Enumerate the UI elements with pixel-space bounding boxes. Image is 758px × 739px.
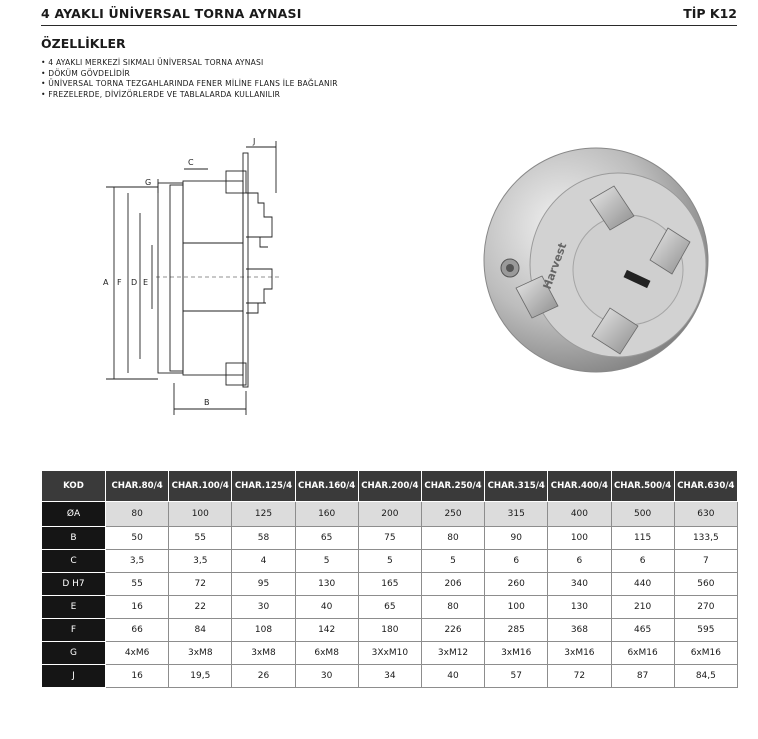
table-cell: 30 (295, 665, 358, 688)
table-cell: 65 (295, 527, 358, 550)
table-cell: 95 (232, 573, 295, 596)
feature-item: • 4 AYAKLI MERKEZİ SIKMALI ÜNİVERSAL TORNA AYNASI (41, 58, 338, 69)
table-cell: 80 (421, 596, 484, 619)
row-label: D H7 (42, 573, 106, 596)
table-cell: 142 (295, 619, 358, 642)
header-divider (41, 25, 737, 26)
feature-item: • DÖKÜM GÖVDELİDİR (41, 69, 338, 80)
feature-item: • ÜNİVERSAL TORNA TEZGAHLARINDA FENER MİLİNE FLANS İLE BAĞLANIR (41, 79, 338, 90)
column-header: CHAR.500/4 (611, 471, 674, 502)
table-cell: 3xM8 (232, 642, 295, 665)
features-list (41, 58, 338, 100)
table-cell: 40 (421, 665, 484, 688)
technical-drawing (96, 133, 286, 415)
table-cell: 84 (169, 619, 232, 642)
table-cell: 6xM16 (674, 642, 737, 665)
table-cell: 100 (169, 502, 232, 527)
table-cell: 58 (232, 527, 295, 550)
table-cell: 180 (358, 619, 421, 642)
column-header: KOD (42, 471, 106, 502)
table-cell: 130 (295, 573, 358, 596)
table-cell: 500 (611, 502, 674, 527)
table-cell: 80 (106, 502, 169, 527)
table-cell: 5 (295, 550, 358, 573)
table-cell: 50 (106, 527, 169, 550)
table-cell: 3,5 (169, 550, 232, 573)
dimension-label-j: J (253, 137, 256, 146)
dimension-label-f: F (117, 278, 122, 287)
table-cell: 4xM6 (106, 642, 169, 665)
table-cell: 6 (548, 550, 611, 573)
table-cell: 560 (674, 573, 737, 596)
chuck-photo (478, 140, 723, 390)
table-cell: 3xM8 (169, 642, 232, 665)
dimension-label-d: D (131, 278, 138, 287)
table-cell: 465 (611, 619, 674, 642)
features-heading: ÖZELLİKLER (41, 36, 126, 51)
table-cell: 66 (106, 619, 169, 642)
table-cell: 270 (674, 596, 737, 619)
table-cell: 55 (106, 573, 169, 596)
column-header: CHAR.315/4 (485, 471, 548, 502)
table-cell: 210 (611, 596, 674, 619)
table-cell: 100 (485, 596, 548, 619)
table-cell: 72 (169, 573, 232, 596)
table-cell: 57 (485, 665, 548, 688)
column-header: CHAR.400/4 (548, 471, 611, 502)
table-cell: 200 (358, 502, 421, 527)
column-header: CHAR.250/4 (421, 471, 484, 502)
table-cell: 16 (106, 665, 169, 688)
table-row (42, 573, 738, 596)
row-label: B (42, 527, 106, 550)
table-cell: 26 (232, 665, 295, 688)
table-cell: 3,5 (106, 550, 169, 573)
table-cell: 72 (548, 665, 611, 688)
table-cell: 75 (358, 527, 421, 550)
table-cell: 340 (548, 573, 611, 596)
dimension-label-b: B (204, 398, 210, 407)
table-cell: 4 (232, 550, 295, 573)
table-cell: 133,5 (674, 527, 737, 550)
table-cell: 3XxM10 (358, 642, 421, 665)
table-cell: 595 (674, 619, 737, 642)
table-cell: 400 (548, 502, 611, 527)
table-cell: 55 (169, 527, 232, 550)
table-cell: 90 (485, 527, 548, 550)
column-header: CHAR.100/4 (169, 471, 232, 502)
table-cell: 206 (421, 573, 484, 596)
brand-label: Harvest (540, 241, 570, 292)
table-cell: 3xM16 (548, 642, 611, 665)
table-cell: 22 (169, 596, 232, 619)
table-cell: 250 (421, 502, 484, 527)
column-header: CHAR.160/4 (295, 471, 358, 502)
row-label: J (42, 665, 106, 688)
row-label: ØA (42, 502, 106, 527)
table-cell: 80 (421, 527, 484, 550)
table-row (42, 619, 738, 642)
row-label: F (42, 619, 106, 642)
table-cell: 165 (358, 573, 421, 596)
table-cell: 368 (548, 619, 611, 642)
table-cell: 30 (232, 596, 295, 619)
table-cell: 6 (485, 550, 548, 573)
dimension-label-g: G (145, 178, 152, 187)
table-cell: 160 (295, 502, 358, 527)
table-cell: 130 (548, 596, 611, 619)
page-title: 4 AYAKLI ÜNİVERSAL TORNA AYNASI (41, 6, 302, 21)
feature-item: • FREZELERDE, DİVİZÖRLERDE VE TABLALARDA KULLANILIR (41, 90, 338, 101)
table-cell: 260 (485, 573, 548, 596)
table-cell: 115 (611, 527, 674, 550)
table-cell: 315 (485, 502, 548, 527)
table-cell: 440 (611, 573, 674, 596)
product-type: TİP K12 (683, 6, 737, 21)
specifications-table (41, 470, 738, 688)
table-row (42, 502, 738, 527)
column-header: CHAR.80/4 (106, 471, 169, 502)
table-row (42, 642, 738, 665)
table-row (42, 550, 738, 573)
table-cell: 5 (358, 550, 421, 573)
row-label: C (42, 550, 106, 573)
table-row (42, 665, 738, 688)
table-cell: 100 (548, 527, 611, 550)
table-cell: 40 (295, 596, 358, 619)
table-cell: 7 (674, 550, 737, 573)
table-cell: 6 (611, 550, 674, 573)
dimension-label-e: E (143, 278, 149, 287)
table-cell: 125 (232, 502, 295, 527)
dimension-label-a: A (103, 278, 109, 287)
table-cell: 19,5 (169, 665, 232, 688)
table-cell: 6xM16 (611, 642, 674, 665)
table-cell: 3xM16 (485, 642, 548, 665)
table-cell: 84,5 (674, 665, 737, 688)
table-cell: 34 (358, 665, 421, 688)
column-header: CHAR.630/4 (674, 471, 737, 502)
table-cell: 3xM12 (421, 642, 484, 665)
dimension-label-c: C (188, 158, 194, 167)
column-header: CHAR.200/4 (358, 471, 421, 502)
column-header: CHAR.125/4 (232, 471, 295, 502)
table-cell: 5 (421, 550, 484, 573)
table-cell: 226 (421, 619, 484, 642)
row-label: E (42, 596, 106, 619)
table-header-row (42, 471, 738, 502)
row-label: G (42, 642, 106, 665)
table-cell: 16 (106, 596, 169, 619)
table-cell: 65 (358, 596, 421, 619)
table-cell: 87 (611, 665, 674, 688)
table-cell: 285 (485, 619, 548, 642)
table-row (42, 527, 738, 550)
table-cell: 630 (674, 502, 737, 527)
table-cell: 6xM8 (295, 642, 358, 665)
table-row (42, 596, 738, 619)
table-cell: 108 (232, 619, 295, 642)
